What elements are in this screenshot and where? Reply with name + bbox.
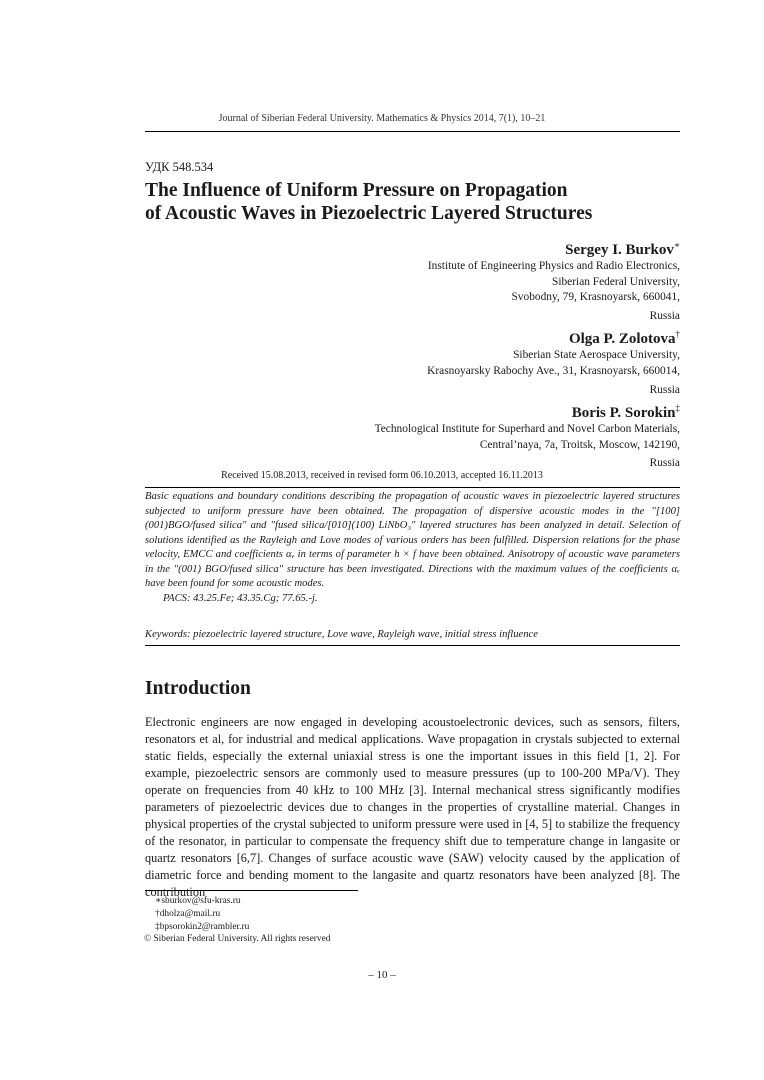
abstract [145,487,680,606]
affiliation-line: Siberian Federal University, [551,275,680,288]
header-rule [145,131,680,132]
author-name: Olga P. Zolotova [568,331,676,348]
author-1 [260,236,680,324]
footnote-email: ‡bpsorokin2@rambler.ru [155,921,250,932]
footnote-mark: ‡ [675,403,680,414]
paper-title [145,179,685,225]
title-line-2: of Acoustic Waves in Piezoelectric Layered Structures [145,203,593,224]
section-heading: Introduction [145,678,251,699]
pacs-codes: PACS: 43.25.Fe; 43.35.Cg; 77.65.-j. [163,592,318,604]
affiliation-line: Svobodny, 79, Krasnoyarsk, 660041, [511,291,680,304]
affiliation-line: Technological Institute for Superhard and Novel Carbon Materials, [374,423,680,436]
affiliation-country: Russia [649,309,680,322]
affiliation-line: Central’naya, 7a, Troitsk, Moscow, 142190, [479,438,680,451]
keywords: Keywords: piezoelectric layered structure, Love wave, Rayleigh wave, initial stress influence [145,629,538,640]
author-3 [260,399,680,472]
author-block [260,236,680,472]
author-name: Sergey I. Burkov [565,242,674,258]
affiliation-country: Russia [649,383,680,396]
affiliation-line: Institute of Engineering Physics and Radio Electronics, [427,260,680,272]
udk-code: УДК 548.534 [145,160,214,174]
footnotes [144,895,331,946]
footnote-email: ∗sburkov@sfu-kras.ru [155,896,241,906]
affiliation-country: Russia [649,457,680,470]
journal-header: Journal of Siberian Federal University. Mathematics & Physics 2014, 7(1), 10–21 [218,113,546,124]
introduction-paragraph: Electronic engineers are now engaged in developing acoustoelectronic devices, such as sensors, filters, resonators et al, for industrial and medical applications. Wave propagation in crystals subjected to external static fields, especially the external uniaxial stress is one the important issues in this field [1, 2]. For example, piezoelectric sensors are commonly used to measure pressures (up to 100-200 MPa/V). They operate on frequencies from 40 kHz to 100 MHz [3]. Internal mechanical stress significantly modifies parameters of piezoelectric devices due to changes in the properties of crystalline material. Changes in physical properties of the crystal subjected to uniform pressure were used in [4, 5] to stabilize the frequency of the resonator, in particular to compensate the frequency shift due to temperature change in langasite or quartz resonators [6,7]. Changes of surface acoustic wave (SAW) velocity caused by the application of diametric force and bending moment to the langasite and quartz resonators have been analyzed [8]. The contribution [145,715,680,899]
author-2 [260,325,680,398]
footnote-email: †dholza@mail.ru [155,908,221,919]
title-line-1: The Influence of Uniform Pressure on Propagation [145,180,568,201]
abstract-bottom-rule [145,645,680,646]
abstract-text: Basic equations and boundary conditions describing the propagation of acoustic waves in piezoelectric layered structures subjected to uniform pressure have been obtained. The propagation of dispersive acoustic modes in the "[100](001)BGO/fused silica" and "fused silica/[010](100) LiNbO₃" layered structures has been analyzed in detail. Selection of solutions identified as the Rayleigh and Love modes of various orders has been fulfilled. Dispersion relations for the phase velocity, EMCC and coefficients αᵥ in terms of parameter h × f have been obtained. Anisotropy of acoustic wave parameters in the "(001) BGO/fused silica" structure has been investigated. Directions with the maximum values of the coefficients αᵥ have been found for some acoustic modes. [145,491,680,589]
author-name: Boris P. Sorokin [571,405,676,422]
page-number: – 10 – [368,969,396,981]
footnote-mark: † [675,329,680,340]
affiliation-line: Krasnoyarsky Rabochy Ave., 31, Krasnoyarsk, 660014, [427,364,680,377]
affiliation-line: Siberian State Aerospace University, [513,349,680,362]
footnote-mark: ∗ [673,240,680,250]
received-dates: Received 15.08.2013, received in revised form 06.10.2013, accepted 16.11.2013 [221,470,543,481]
footnote-rule [145,890,358,891]
copyright-notice: © Siberian Federal University. All rights reserved [144,934,331,945]
